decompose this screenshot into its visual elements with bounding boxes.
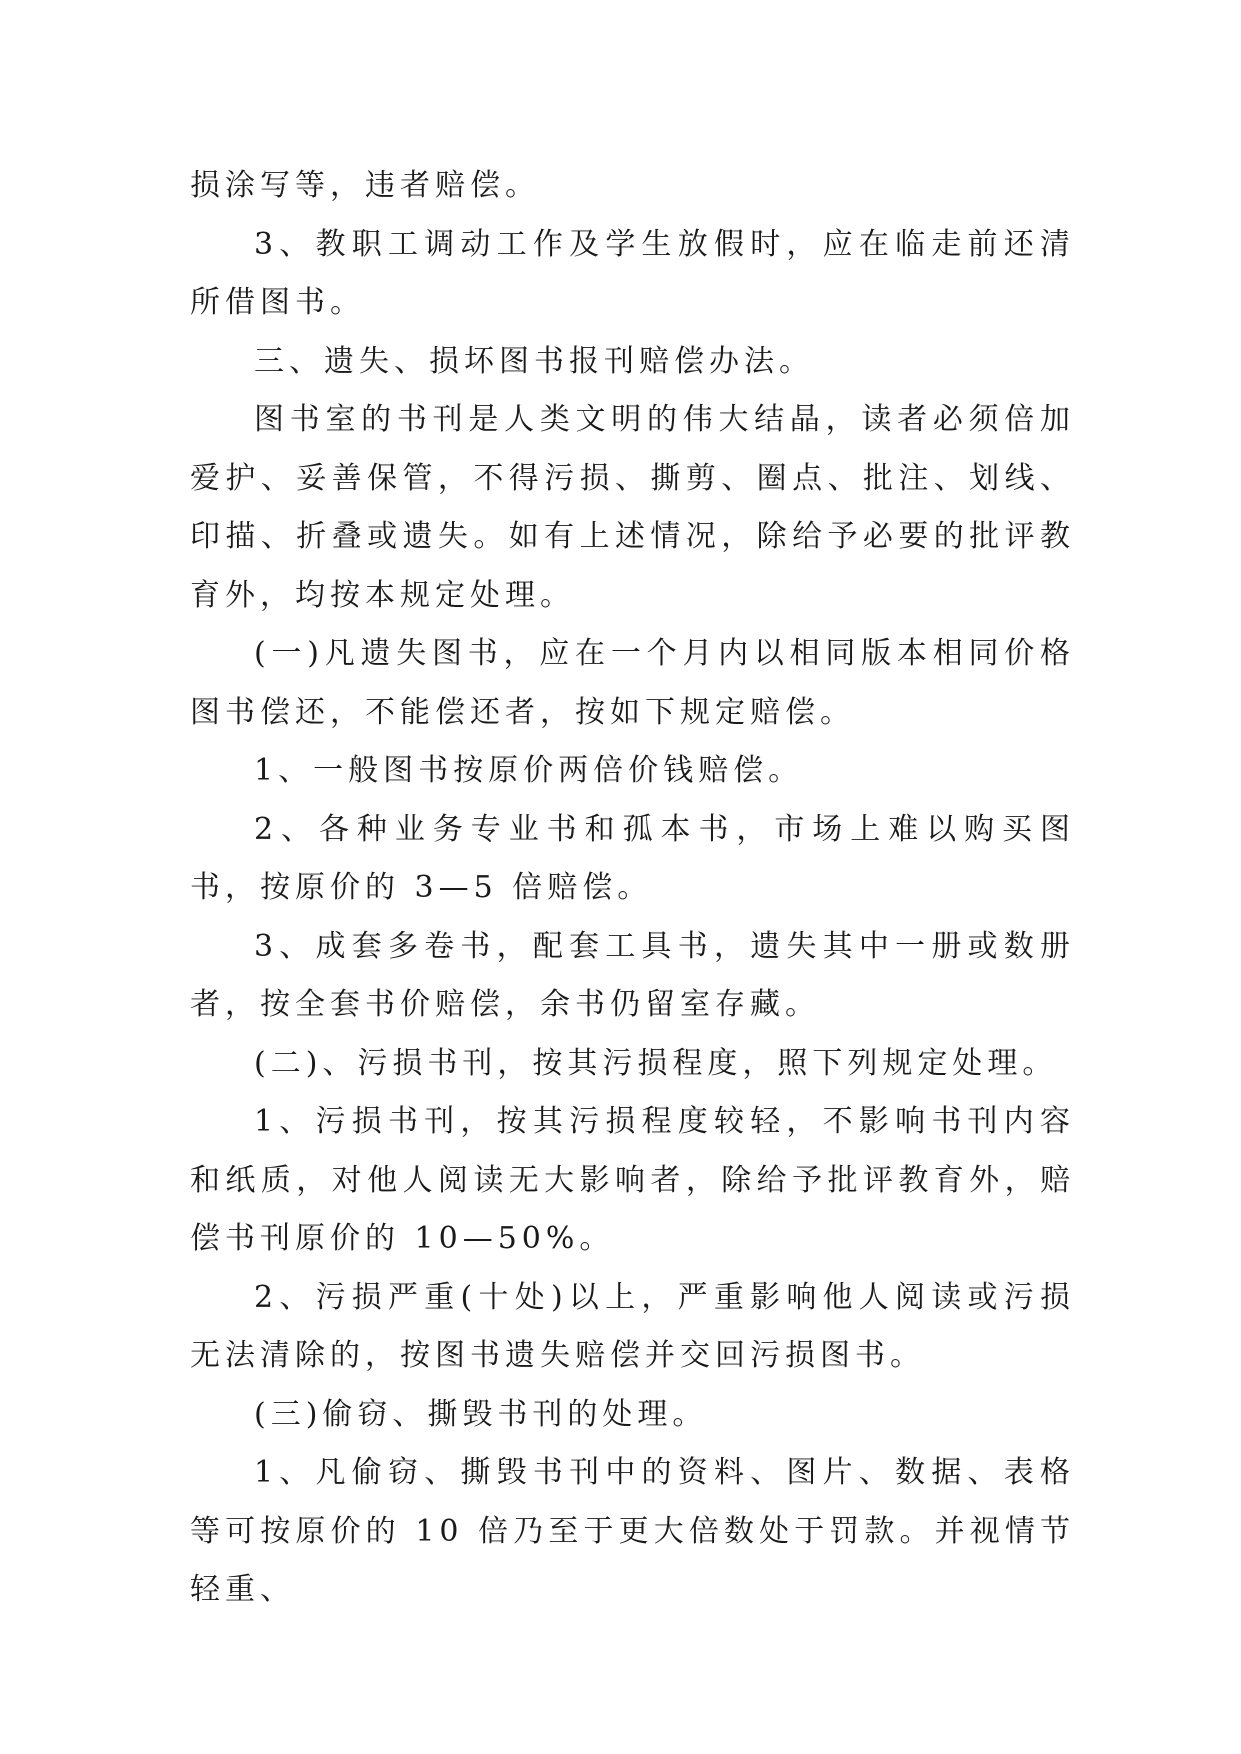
paragraph-5: (一)凡遗失图书，应在一个月内以相同版本相同价格图书偿还，不能偿还者，按如下规定赔偿。 <box>190 636 1075 730</box>
document-body <box>190 157 1075 1620</box>
paragraph-2: 3、教职工调动工作及学生放假时，应在临走前还清所借图书。 <box>190 226 1075 320</box>
paragraph-13: 1、凡偷窃、撕毁书刊中的资料、图片、数据、表格等可按原价的 10 倍乃至于更大倍数处于罚款。并视情节轻重、 <box>190 1455 1075 1607</box>
paragraph-10: 1、污损书刊，按其污损程度较轻，不影响书刊内容和纸质，对他人阅读无大影响者，除给予批评教育外，赔偿书刊原价的 10—50%。 <box>190 1104 1075 1256</box>
paragraph-6: 1、一般图书按原价两倍价钱赔偿。 <box>254 753 804 788</box>
paragraph-3: 三、遗失、损坏图书报刊赔偿办法。 <box>254 343 814 379</box>
paragraph-11: 2、污损严重(十处)以上，严重影响他人阅读或污损无法清除的，按图书遗失赔偿并交回污损图书。 <box>190 1279 1075 1373</box>
paragraph-12: (三)偷窃、撕毁书刊的处理。 <box>254 1396 708 1432</box>
paragraph-1: 损涂写等，违者赔偿。 <box>190 168 540 203</box>
paragraph-4: 图书室的书刊是人类文明的伟大结晶，读者必须倍加爱护、妥善保管，不得污损、撕剪、圈点、批注、划线、印描、折叠或遗失。如有上述情况，除给予必要的批评教育外，均按本规定处理。 <box>190 402 1075 613</box>
paragraph-9: (二)、污损书刊，按其污损程度，照下列规定处理。 <box>254 1045 1058 1081</box>
paragraph-8: 3、成套多卷书，配套工具书，遗失其中一册或数册者，按全套书价赔偿，余书仍留室存藏。 <box>190 928 1075 1022</box>
paragraph-7: 2、各种业务专业书和孤本书，市场上难以购买图书，按原价的 3—5 倍赔偿。 <box>190 811 1075 905</box>
